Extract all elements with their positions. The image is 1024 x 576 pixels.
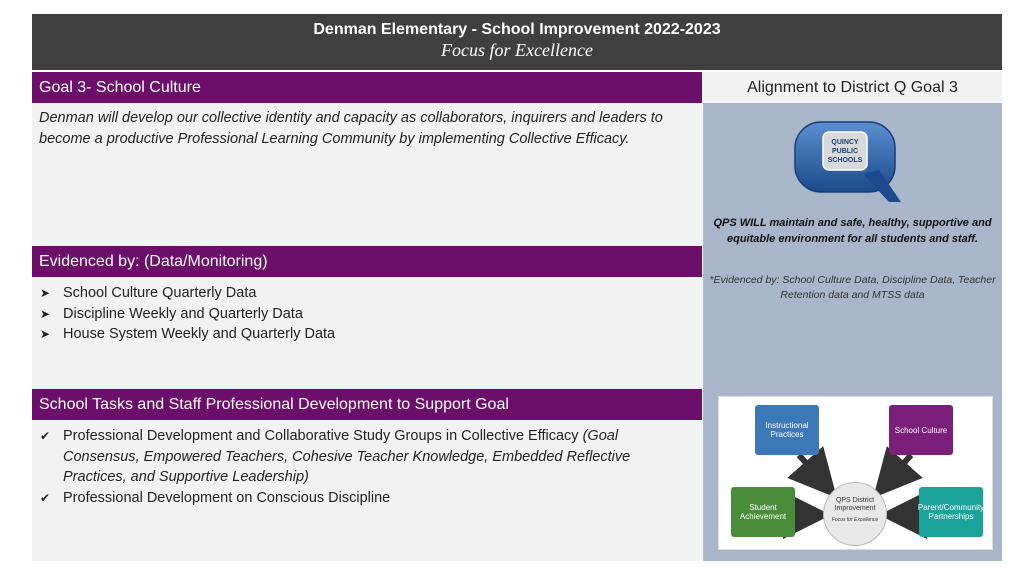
logo-text-line-2: PUBLIC bbox=[831, 148, 859, 155]
list-item: ➤ School Culture Quarterly Data bbox=[40, 283, 695, 304]
student-achievement-box: Student Achievement bbox=[731, 487, 795, 537]
arrow-bullet-icon: ➤ bbox=[40, 327, 51, 341]
logo-text-line-1: QUINCY bbox=[831, 139, 859, 146]
tasks-heading: School Tasks and Staff Professional Development to Support Goal bbox=[32, 389, 702, 420]
arrow-bullet-icon: ➤ bbox=[40, 306, 51, 321]
alignment-heading: Alignment to District Q Goal 3 bbox=[703, 72, 1002, 103]
page-subtitle: Focus for Excellence bbox=[441, 40, 593, 60]
school-culture-box: School Culture bbox=[889, 405, 953, 455]
list-item: ➤ Discipline Weekly and Quarterly Data bbox=[40, 304, 695, 325]
checkmark-icon: ✔ bbox=[40, 429, 51, 443]
arrow-instructional bbox=[799, 455, 829, 489]
list-item: ➤ House System Weekly and Quarterly Data bbox=[40, 324, 695, 345]
goal-description: Denman will develop our collective identity and capacity as collaborators, inquirers and leaders to become a productive Professional Learning Community by implementing Collective Efficacy. bbox=[39, 110, 663, 147]
list-item: ✔ Professional Development and Collaborative Study Groups in Collective Efficacy (Goal Consensus, Empowered Teachers, Cohesive Teacher Knowledge, Embedded Reflective Practices, and Supportive Leadership) bbox=[40, 428, 631, 485]
partnerships-box: Parent/Community Partnerships bbox=[919, 487, 983, 537]
evidenced-heading: Evidenced by: (Data/Monitoring) bbox=[32, 246, 702, 277]
checkmark-icon: ✔ bbox=[40, 490, 51, 505]
quincy-public-schools-logo bbox=[793, 118, 903, 204]
tasks-list bbox=[40, 426, 695, 508]
district-improvement-circle bbox=[823, 482, 887, 546]
evidenced-list bbox=[40, 283, 695, 345]
circle-title: QPS District Improvement bbox=[834, 497, 876, 512]
logo-text-line-3: SCHOOLS bbox=[827, 157, 863, 164]
instructional-practices-box: Instructional Practices bbox=[755, 405, 819, 455]
district-improvement-diagram bbox=[718, 396, 993, 550]
header-banner bbox=[32, 14, 1002, 70]
goal-heading: Goal 3- School Culture bbox=[32, 72, 702, 103]
list-item: ✔ Professional Development on Conscious Discipline bbox=[40, 488, 695, 509]
arrow-bullet-icon: ➤ bbox=[40, 286, 51, 300]
district-goal-statement: QPS WILL maintain and safe, healthy, supportive and equitable environment for all students and staff. bbox=[713, 217, 992, 245]
circle-subtitle: Focus for Excellence bbox=[831, 517, 879, 523]
arrow-culture bbox=[881, 455, 911, 489]
left-panel bbox=[32, 72, 702, 561]
page-title: Denman Elementary - School Improvement 2022-2023 bbox=[313, 21, 721, 38]
district-evidence: *Evidenced by: School Culture Data, Discipline Data, Teacher Retention data and MTSS data bbox=[709, 274, 996, 301]
